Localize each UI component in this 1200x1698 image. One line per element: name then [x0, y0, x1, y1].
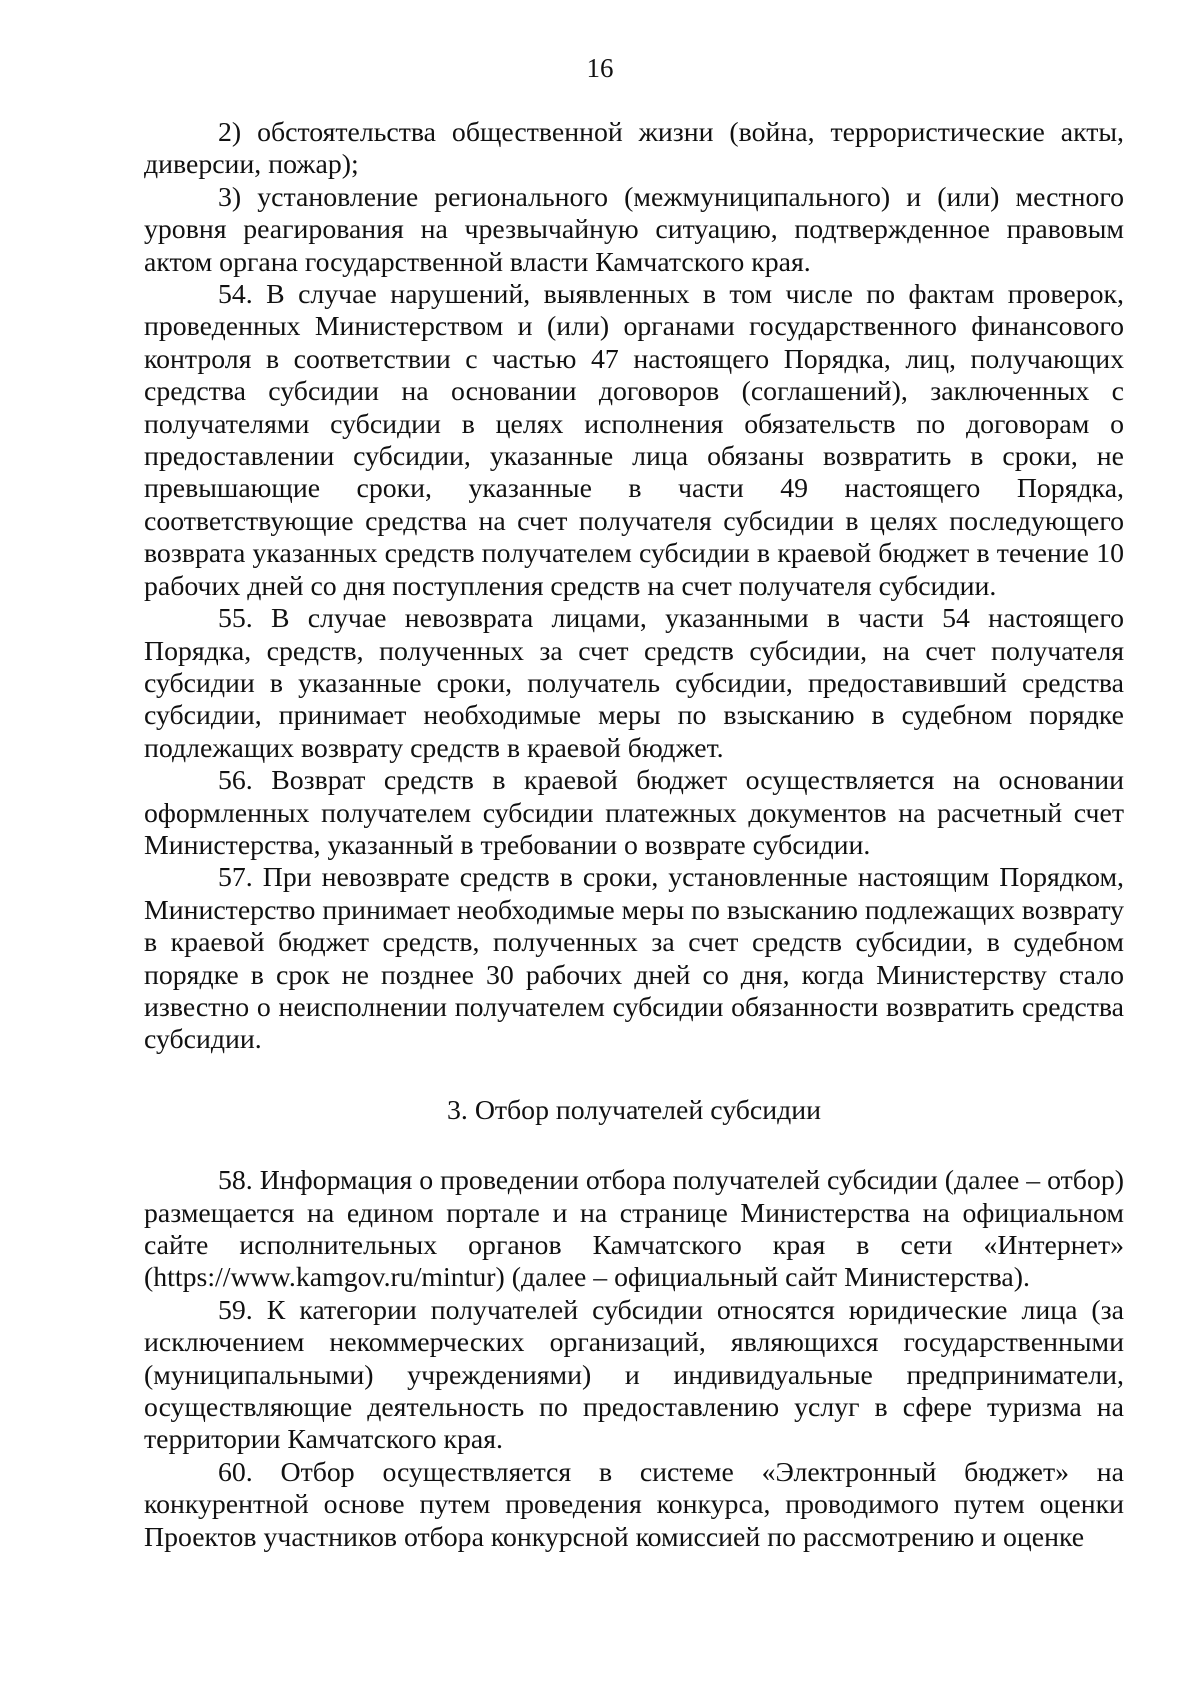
paragraph-55: 55. В случае невозврата лицами, указанными в части 54 настоящего Порядка, средств, полученных за счет средств субсидии, на счет получателя субсидии в указанные сроки, получатель субсидии, предоставивший средства субсидии, принимает необходимые меры по взысканию в судебном порядке подлежащих возврату средств в краевой бюджет.	[144, 603, 1124, 764]
paragraph-60: 60. Отбор осуществляется в системе «Электронный бюджет» на конкурентной основе путем проведения конкурса, проводимого путем оценки Проектов участников отбора конкурсной комиссией по рассмотрению и оценке	[144, 1456, 1124, 1553]
paragraph-item-2: 2) обстоятельства общественной жизни (война, террористические акты, диверсии, пожар);	[144, 117, 1124, 181]
paragraph-56: 56. Возврат средств в краевой бюджет осуществляется на основании оформленных получателем субсидии платежных документов на расчетный счет Министерства, указанный в требовании о возврате субсидии.	[144, 765, 1124, 861]
section-heading: 3. Отбор получателей субсидии	[447, 1094, 821, 1126]
paragraph-item-3: 3) установление регионального (межмуниципального) и (или) местного уровня реагирования на чрезвычайную ситуацию, подтвержденное правовым актом органа государственной власти Камчатского края.	[144, 181, 1124, 278]
page-number: 16	[586, 53, 614, 83]
document-body	[144, 117, 1124, 1554]
paragraph-57: 57. При невозврате средств в сроки, установленные настоящим Порядком, Министерство принимает необходимые меры по взысканию подлежащих возврату в краевой бюджет средств, полученных за счет средств субсидии, в судебном порядке в срок не позднее 30 рабочих дней со дня, когда Министерству стало известно о неисполнении получателем субсидии обязанности возвратить средства субсидии.	[144, 862, 1124, 1056]
paragraph-58: 58. Информация о проведении отбора получателей субсидии (далее – отбор) размещается на едином портале и на странице Министерства на официальном сайте исполнительных органов Камчатского края в сети «Интернет» (https://www.kamgov.ru/mintur) (далее – официальный сайт Министерства).	[144, 1165, 1124, 1294]
paragraph-59: 59. К категории получателей субсидии относятся юридические лица (за исключением некоммерческих организаций, являющихся государственными (муниципальными) учреждениями) и индивидуальные предприниматели, осуществляющие деятельность по предоставлению услуг в сфере туризма на территории Камчатского края.	[144, 1294, 1124, 1456]
paragraph-54: 54. В случае нарушений, выявленных в том числе по фактам проверок, проведенных Министерством и (или) органами государственного финансового контроля в соответствии с частью 47 настоящего Порядка, лиц, получающих средства субсидии на основании договоров (соглашений), заключенных с получателями субсидии в целях исполнения обязательств по договорам о предоставлении субсидии, указанные лица обязаны возвратить в сроки, не превышающие сроки, указанные в части 49 настоящего Порядка, соответствующие средства на счет получателя субсидии в целях последующего возврата указанных средств получателем субсидии в краевой бюджет в течение 10 рабочих дней со дня поступления средств на счет получателя субсидии.	[144, 279, 1124, 602]
